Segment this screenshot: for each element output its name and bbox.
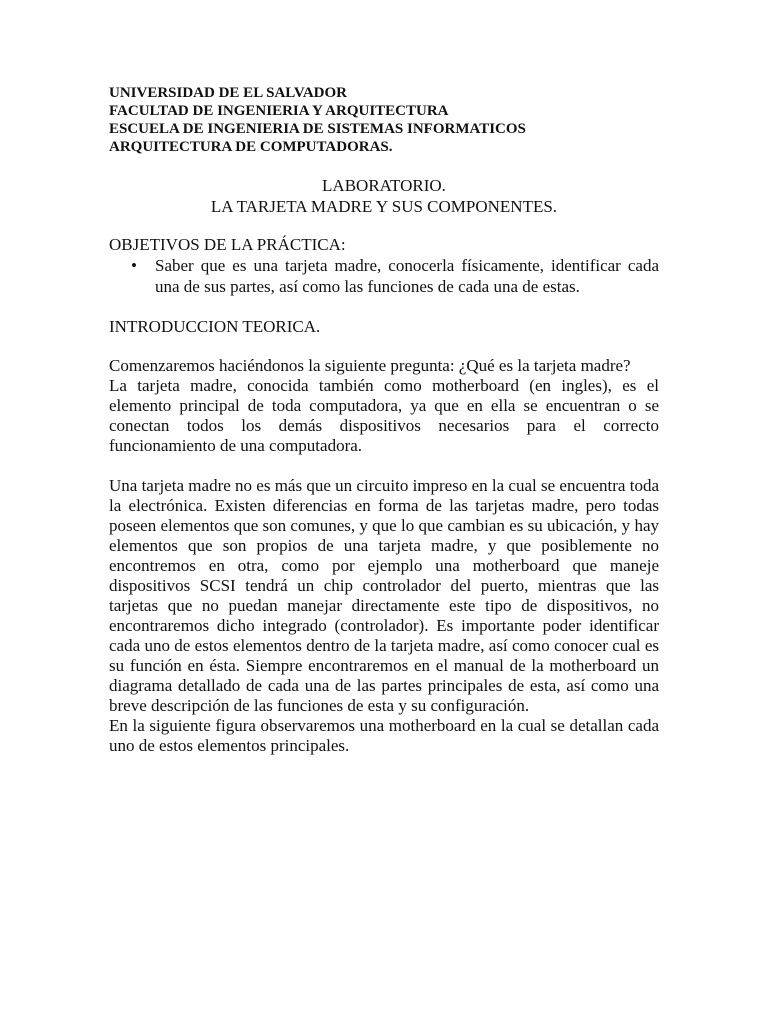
institution-header xyxy=(109,84,659,156)
document-title xyxy=(109,175,659,217)
intro-heading: INTRODUCCION TEORICA. xyxy=(109,317,321,336)
intro-definition-paragraph: La tarjeta madre, conocida también como motherboard (en ingles), es el elemento principal de toda computadora, ya que en ella se encuentran o se conectan todos los demás dispositivos necesarios para el correcto funcionamiento de una computadora. xyxy=(109,376,659,455)
objective-item xyxy=(109,255,659,297)
university-name: UNIVERSIDAD DE EL SALVADOR xyxy=(109,85,347,101)
faculty-name: FACULTAD DE INGENIERIA Y ARQUITECTURA xyxy=(109,103,449,119)
objective-text: Saber que es una tarjeta madre, conocerla físicamente, identificar cada una de sus partes, así como las funciones de cada una de estas. xyxy=(155,256,659,296)
intro-figure-paragraph: En la siguiente figura observaremos una motherboard en la cual se detallan cada uno de estos elementos principales. xyxy=(109,716,659,755)
course-name: ARQUITECTURA DE COMPUTADORAS. xyxy=(109,139,393,155)
objectives-heading: OBJETIVOS DE LA PRÁCTICA: xyxy=(109,235,346,254)
document-page xyxy=(109,84,659,756)
objectives-list xyxy=(109,255,659,297)
bullet-icon: • xyxy=(131,256,137,275)
title-line-topic: LA TARJETA MADRE Y SUS COMPONENTES. xyxy=(210,197,558,216)
intro-question-paragraph: Comenzaremos haciéndonos la siguiente pregunta: ¿Qué es la tarjeta madre? xyxy=(109,356,631,375)
title-line-lab: LABORATORIO. xyxy=(322,176,446,195)
school-name: ESCUELA DE INGENIERIA DE SISTEMAS INFORMATICOS xyxy=(109,121,526,137)
intro-detail-paragraph: Una tarjeta madre no es más que un circuito impreso en la cual se encuentra toda la electrónica. Existen diferencias en forma de las tarjetas madre, pero todas poseen elementos que son comunes, y que lo que cambian es su ubicación, y hay elementos que son propios de una tarjeta madre, y que posiblemente no encontremos en otra, como por ejemplo una motherboard que maneje dispositivos SCSI tendrá un chip controlador del puerto, mientras que las tarjetas que no puedan manejar directamente este tipo de dispositivos, no encontraremos dicho integrado (controlador). Es importante poder identificar cada uno de estos elementos dentro de la tarjeta madre, así como conocer cual es su función en ésta. Siempre encontraremos en el manual de la motherboard un diagrama detallado de cada una de las partes principales de esta, así como una breve descripción de las funciones de esta y su configuración. xyxy=(109,476,659,715)
